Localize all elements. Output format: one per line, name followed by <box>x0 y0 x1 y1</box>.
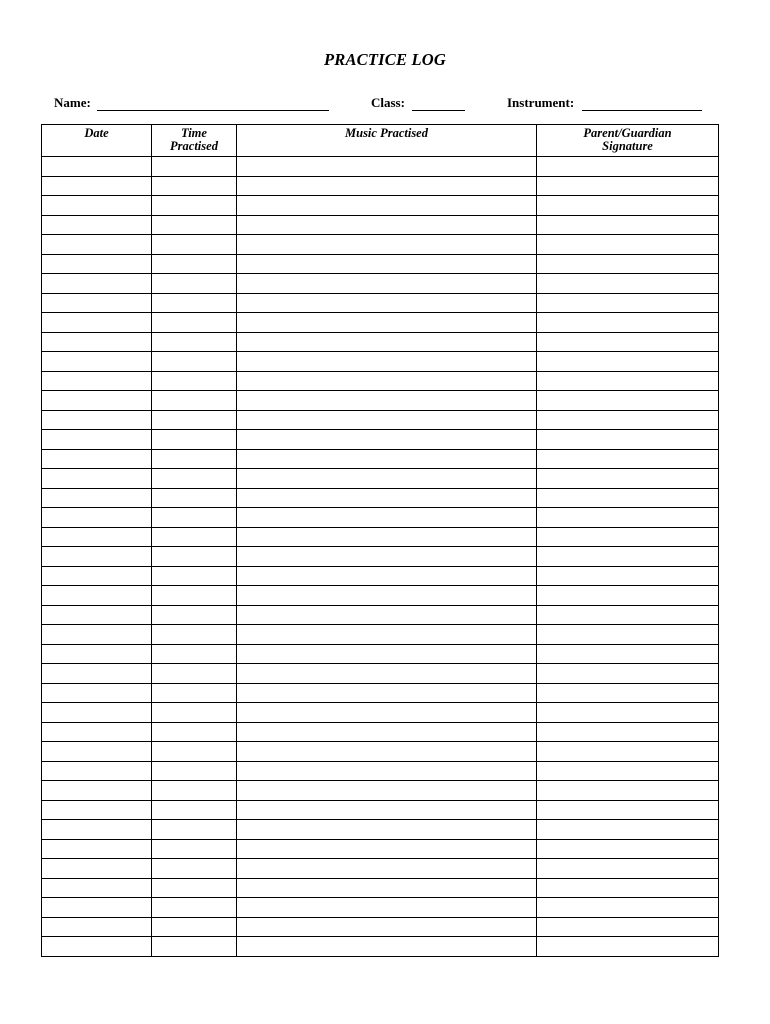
table-row <box>42 410 719 430</box>
music-practised-cell[interactable] <box>237 820 537 840</box>
time-practised-cell[interactable] <box>152 293 237 313</box>
signature-cell[interactable] <box>537 605 719 625</box>
table-row <box>42 800 719 820</box>
signature-cell[interactable] <box>537 722 719 742</box>
table-row <box>42 293 719 313</box>
time-practised-cell[interactable] <box>152 508 237 528</box>
name-input-line[interactable] <box>97 96 329 111</box>
signature-cell[interactable] <box>537 683 719 703</box>
music-practised-cell[interactable] <box>237 742 537 762</box>
time-practised-cell[interactable] <box>152 274 237 294</box>
date-cell[interactable] <box>42 781 152 801</box>
table-row <box>42 527 719 547</box>
music-practised-cell[interactable] <box>237 254 537 274</box>
date-cell[interactable] <box>42 449 152 469</box>
table-row <box>42 274 719 294</box>
signature-cell[interactable] <box>537 781 719 801</box>
table-row <box>42 313 719 333</box>
date-cell[interactable] <box>42 742 152 762</box>
signature-cell[interactable] <box>537 235 719 255</box>
time-practised-cell[interactable] <box>152 586 237 606</box>
signature-cell[interactable] <box>537 352 719 372</box>
time-practised-cell[interactable] <box>152 781 237 801</box>
time-practised-cell[interactable] <box>152 839 237 859</box>
music-practised-cell[interactable] <box>237 527 537 547</box>
music-practised-cell[interactable] <box>237 917 537 937</box>
table-row <box>42 566 719 586</box>
table-row <box>42 761 719 781</box>
class-input-line[interactable] <box>412 96 465 111</box>
date-cell[interactable] <box>42 371 152 391</box>
table-row <box>42 508 719 528</box>
date-cell[interactable] <box>42 820 152 840</box>
music-practised-cell[interactable] <box>237 449 537 469</box>
music-header-label: Music Practised <box>345 126 428 140</box>
date-cell[interactable] <box>42 254 152 274</box>
date-cell[interactable] <box>42 800 152 820</box>
name-field <box>54 95 329 111</box>
music-practised-cell[interactable] <box>237 644 537 664</box>
date-cell[interactable] <box>42 176 152 196</box>
time-practised-cell[interactable] <box>152 313 237 333</box>
signature-cell[interactable] <box>537 703 719 723</box>
date-cell[interactable] <box>42 332 152 352</box>
table-row <box>42 332 719 352</box>
date-cell[interactable] <box>42 157 152 177</box>
music-practised-cell[interactable] <box>237 878 537 898</box>
time-practised-header <box>152 125 237 157</box>
signature-cell[interactable] <box>537 644 719 664</box>
signature-cell[interactable] <box>537 274 719 294</box>
signature-cell[interactable] <box>537 937 719 957</box>
date-cell[interactable] <box>42 527 152 547</box>
signature-cell[interactable] <box>537 371 719 391</box>
date-cell[interactable] <box>42 293 152 313</box>
table-row <box>42 235 719 255</box>
page-title: PRACTICE LOG <box>323 50 447 69</box>
signature-cell[interactable] <box>537 547 719 567</box>
date-cell[interactable] <box>42 898 152 918</box>
time-practised-cell[interactable] <box>152 235 237 255</box>
date-cell[interactable] <box>42 274 152 294</box>
date-cell[interactable] <box>42 586 152 606</box>
table-row <box>42 917 719 937</box>
table-row <box>42 722 719 742</box>
signature-cell[interactable] <box>537 254 719 274</box>
time-practised-cell[interactable] <box>152 625 237 645</box>
signature-cell[interactable] <box>537 664 719 684</box>
table-row <box>42 937 719 957</box>
music-practised-cell[interactable] <box>237 157 537 177</box>
time-practised-cell[interactable] <box>152 176 237 196</box>
date-cell[interactable] <box>42 625 152 645</box>
date-cell[interactable] <box>42 547 152 567</box>
music-practised-cell[interactable] <box>237 566 537 586</box>
time-practised-cell[interactable] <box>152 683 237 703</box>
date-cell[interactable] <box>42 469 152 489</box>
music-practised-cell[interactable] <box>237 722 537 742</box>
table-row <box>42 781 719 801</box>
music-practised-cell[interactable] <box>237 937 537 957</box>
music-practised-cell[interactable] <box>237 859 537 879</box>
time-practised-cell[interactable] <box>152 430 237 450</box>
music-practised-header <box>237 125 537 157</box>
music-practised-cell[interactable] <box>237 196 537 216</box>
signature-cell[interactable] <box>537 586 719 606</box>
time-practised-cell[interactable] <box>152 722 237 742</box>
music-practised-cell[interactable] <box>237 235 537 255</box>
music-practised-cell[interactable] <box>237 274 537 294</box>
music-practised-cell[interactable] <box>237 586 537 606</box>
date-cell[interactable] <box>42 508 152 528</box>
date-cell[interactable] <box>42 917 152 937</box>
date-header-label: Date <box>84 126 109 140</box>
music-practised-cell[interactable] <box>237 605 537 625</box>
signature-cell[interactable] <box>537 430 719 450</box>
table-row <box>42 664 719 684</box>
time-practised-cell[interactable] <box>152 742 237 762</box>
table-row <box>42 352 719 372</box>
table-row <box>42 371 719 391</box>
music-practised-cell[interactable] <box>237 313 537 333</box>
time-practised-cell[interactable] <box>152 352 237 372</box>
table-row <box>42 605 719 625</box>
date-cell[interactable] <box>42 196 152 216</box>
signature-cell[interactable] <box>537 196 719 216</box>
class-label: Class: <box>371 95 405 110</box>
table-body <box>42 157 719 957</box>
time-practised-cell[interactable] <box>152 917 237 937</box>
signature-cell[interactable] <box>537 449 719 469</box>
signature-cell[interactable] <box>537 508 719 528</box>
date-cell[interactable] <box>42 839 152 859</box>
table-row <box>42 742 719 762</box>
table-row <box>42 625 719 645</box>
signature-cell[interactable] <box>537 332 719 352</box>
music-practised-cell[interactable] <box>237 781 537 801</box>
signature-cell[interactable] <box>537 176 719 196</box>
instrument-label: Instrument: <box>507 95 575 110</box>
music-practised-cell[interactable] <box>237 898 537 918</box>
instrument-field <box>507 95 702 111</box>
music-practised-cell[interactable] <box>237 761 537 781</box>
music-practised-cell[interactable] <box>237 664 537 684</box>
table-row <box>42 215 719 235</box>
date-cell[interactable] <box>42 352 152 372</box>
time-practised-cell[interactable] <box>152 391 237 411</box>
table-row <box>42 157 719 177</box>
music-practised-cell[interactable] <box>237 371 537 391</box>
signature-cell[interactable] <box>537 313 719 333</box>
time-practised-cell[interactable] <box>152 332 237 352</box>
music-practised-cell[interactable] <box>237 332 537 352</box>
signature-cell[interactable] <box>537 839 719 859</box>
time-practised-cell[interactable] <box>152 215 237 235</box>
time-practised-cell[interactable] <box>152 644 237 664</box>
music-practised-cell[interactable] <box>237 176 537 196</box>
student-info-row <box>0 95 770 115</box>
table-row <box>42 703 719 723</box>
signature-cell[interactable] <box>537 742 719 762</box>
music-practised-cell[interactable] <box>237 352 537 372</box>
date-cell[interactable] <box>42 722 152 742</box>
music-practised-cell[interactable] <box>237 683 537 703</box>
signature-cell[interactable] <box>537 800 719 820</box>
time-practised-cell[interactable] <box>152 820 237 840</box>
practice-log-table <box>41 124 719 957</box>
time-practised-cell[interactable] <box>152 859 237 879</box>
signature-cell[interactable] <box>537 878 719 898</box>
signature-cell[interactable] <box>537 898 719 918</box>
table-row <box>42 859 719 879</box>
date-cell[interactable] <box>42 859 152 879</box>
signature-cell[interactable] <box>537 157 719 177</box>
music-practised-cell[interactable] <box>237 293 537 313</box>
date-cell[interactable] <box>42 761 152 781</box>
music-practised-cell[interactable] <box>237 430 537 450</box>
class-field <box>371 95 465 111</box>
signature-cell[interactable] <box>537 566 719 586</box>
date-cell[interactable] <box>42 703 152 723</box>
table-row <box>42 254 719 274</box>
signature-cell[interactable] <box>537 410 719 430</box>
date-cell[interactable] <box>42 937 152 957</box>
signature-cell[interactable] <box>537 917 719 937</box>
music-practised-cell[interactable] <box>237 547 537 567</box>
time-practised-cell[interactable] <box>152 664 237 684</box>
table-row <box>42 449 719 469</box>
signature-cell[interactable] <box>537 469 719 489</box>
signature-header <box>537 125 719 157</box>
date-cell[interactable] <box>42 664 152 684</box>
table-row <box>42 683 719 703</box>
time-practised-cell[interactable] <box>152 547 237 567</box>
signature-cell[interactable] <box>537 527 719 547</box>
date-cell[interactable] <box>42 488 152 508</box>
signature-cell[interactable] <box>537 820 719 840</box>
table-row <box>42 196 719 216</box>
time-practised-cell[interactable] <box>152 878 237 898</box>
signature-cell[interactable] <box>537 625 719 645</box>
date-cell[interactable] <box>42 605 152 625</box>
music-practised-cell[interactable] <box>237 410 537 430</box>
signature-cell[interactable] <box>537 859 719 879</box>
time-practised-cell[interactable] <box>152 410 237 430</box>
date-cell[interactable] <box>42 430 152 450</box>
time-practised-cell[interactable] <box>152 898 237 918</box>
signature-cell[interactable] <box>537 293 719 313</box>
signature-header-line2: Signature <box>602 139 653 153</box>
signature-cell[interactable] <box>537 215 719 235</box>
music-practised-cell[interactable] <box>237 625 537 645</box>
signature-cell[interactable] <box>537 391 719 411</box>
instrument-input-line[interactable] <box>582 96 702 111</box>
date-cell[interactable] <box>42 313 152 333</box>
date-cell[interactable] <box>42 235 152 255</box>
table-row <box>42 839 719 859</box>
music-practised-cell[interactable] <box>237 839 537 859</box>
music-practised-cell[interactable] <box>237 469 537 489</box>
time-practised-cell[interactable] <box>152 488 237 508</box>
table-row <box>42 430 719 450</box>
time-practised-cell[interactable] <box>152 605 237 625</box>
time-practised-cell[interactable] <box>152 469 237 489</box>
date-cell[interactable] <box>42 878 152 898</box>
date-cell[interactable] <box>42 391 152 411</box>
music-practised-cell[interactable] <box>237 800 537 820</box>
table-row <box>42 469 719 489</box>
time-practised-cell[interactable] <box>152 527 237 547</box>
date-cell[interactable] <box>42 683 152 703</box>
time-practised-cell[interactable] <box>152 196 237 216</box>
date-cell[interactable] <box>42 410 152 430</box>
date-cell[interactable] <box>42 215 152 235</box>
date-cell[interactable] <box>42 566 152 586</box>
time-practised-cell[interactable] <box>152 371 237 391</box>
music-practised-cell[interactable] <box>237 703 537 723</box>
signature-cell[interactable] <box>537 488 719 508</box>
signature-cell[interactable] <box>537 761 719 781</box>
music-practised-cell[interactable] <box>237 488 537 508</box>
table-header-row <box>42 125 719 157</box>
date-header <box>42 125 152 157</box>
time-header-line2: Practised <box>170 139 218 153</box>
time-practised-cell[interactable] <box>152 800 237 820</box>
table-row <box>42 644 719 664</box>
table-row <box>42 488 719 508</box>
table-row <box>42 176 719 196</box>
time-practised-cell[interactable] <box>152 157 237 177</box>
table-row <box>42 898 719 918</box>
table-row <box>42 820 719 840</box>
table-row <box>42 586 719 606</box>
time-practised-cell[interactable] <box>152 449 237 469</box>
music-practised-cell[interactable] <box>237 391 537 411</box>
time-practised-cell[interactable] <box>152 254 237 274</box>
table-row <box>42 878 719 898</box>
table-row <box>42 391 719 411</box>
time-header-line1: Time <box>181 126 207 140</box>
time-practised-cell[interactable] <box>152 566 237 586</box>
time-practised-cell[interactable] <box>152 703 237 723</box>
time-practised-cell[interactable] <box>152 937 237 957</box>
signature-header-line1: Parent/Guardian <box>583 126 672 140</box>
name-label: Name: <box>54 95 91 110</box>
time-practised-cell[interactable] <box>152 761 237 781</box>
table-row <box>42 547 719 567</box>
music-practised-cell[interactable] <box>237 508 537 528</box>
date-cell[interactable] <box>42 644 152 664</box>
music-practised-cell[interactable] <box>237 215 537 235</box>
